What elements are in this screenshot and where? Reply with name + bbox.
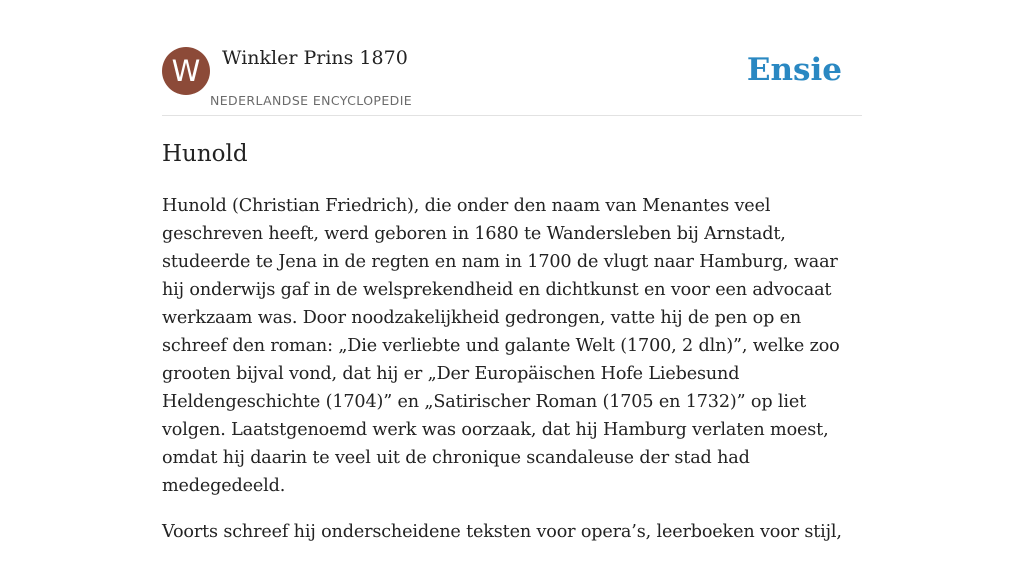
source-name-link[interactable]: Winkler Prins 1870 xyxy=(222,47,408,69)
source-subtitle: NEDERLANDSE ENCYCLOPEDIE xyxy=(210,93,413,108)
ensie-logo[interactable]: Ensie xyxy=(746,52,842,88)
header-divider xyxy=(162,115,862,116)
source-avatar[interactable]: W xyxy=(162,47,210,95)
article-paragraph: Voorts schreef hij onderscheidene teksten voor opera’s, leerboeken voor stijl, xyxy=(162,522,842,542)
article-body xyxy=(162,192,862,564)
header xyxy=(162,46,862,116)
article-title: Hunold xyxy=(162,141,248,167)
article-paragraph: Hunold (Christian Friedrich), die onder den naam van Menantes veel geschreven heeft, werd geboren in 1680 te Wandersleben bij Arnstadt, studeerde te Jena in de regten en nam in 1700 de vlugt naar Hamburg, waar hij onderwijs gaf in de welsprekendheid en dichtkunst en voor een advocaat werkzaam was. Door noodzakelijkheid gedrongen, vatte hij de pen op en schreef den roman: „Die verliebte und galante Welt (1700, 2 dln)”, welke zoo grooten bijval vond, dat hij er „Der Europäischen Hofe Liebesund Heldengeschichte (1704)” en „Satirischer Roman (1705 en 1732)” op liet volgen. Laatstgenoemd werk was oorzaak, dat hij Hamburg verlaten moest, omdat hij daarin te veel uit de chronique scandaleuse der stad had medegedeeld. xyxy=(162,196,840,496)
